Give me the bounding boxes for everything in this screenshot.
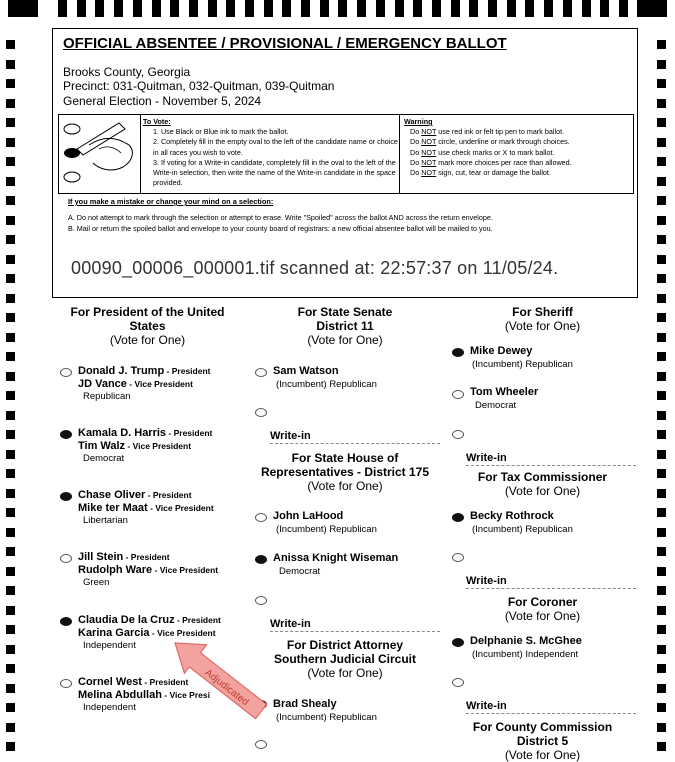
candidate-party: Democrat [83,453,125,464]
timing-mark [469,0,478,17]
oval-president-1[interactable] [60,430,72,439]
timing-mark [657,489,666,498]
timing-mark [413,0,422,17]
timing-mark [657,625,666,634]
oval-mike-dewey[interactable] [452,348,464,357]
candidate-name: Mike Dewey [470,345,533,357]
timing-mark [6,333,15,342]
adjudicated-label: Adjudicated [202,667,251,709]
warning-line: Do NOT mark more choices per race than allowed. [410,157,572,167]
timing-mark [657,469,666,478]
timing-mark [657,157,666,166]
race-sheriff [450,305,635,333]
timing-mark [338,0,347,17]
election: General Election - November 5, 2024 [63,94,262,108]
timing-mark [657,430,666,439]
warning-line: Do NOT use check marks or X to mark ballot. [410,147,555,157]
race-title: For President of the United [70,305,225,319]
timing-mark [507,0,516,17]
timing-mark [657,450,666,459]
timing-mark [657,99,666,108]
timing-mark [6,567,15,576]
vote-for-one: (Vote for One) [307,333,383,347]
president-name: Claudia De la Cruz - President [78,614,221,626]
race-title: For State House of [291,451,399,465]
write-in-line[interactable] [466,713,636,714]
timing-mark [6,684,15,693]
mistake-instruction-a: A. Do not attempt to mark through the selection or attempt to erase. Write "Spoiled" across the ballot AND across the return envelope. [68,213,493,222]
timing-mark [6,450,15,459]
oval-write-in-da[interactable] [255,740,267,749]
timing-mark [6,645,15,654]
vote-for-one: (Vote for One) [504,484,581,498]
race-title: For County Commission [472,720,613,734]
timing-mark [6,625,15,634]
timing-mark [226,0,235,17]
timing-mark [657,547,666,556]
timing-mark [600,0,609,17]
timing-mark [657,606,666,615]
race-title: For Tax Commissioner [477,470,608,484]
timing-mark [6,352,15,361]
warning-line: Do NOT sign, cut, tear or damage the ballot. [410,168,551,178]
president-name: Jill Stein - President [78,551,170,563]
timing-mark [282,0,291,17]
president-name: Cornel West - President [78,676,189,688]
president-name: Donald J. Trump - President [78,365,211,377]
timing-mark [657,255,666,264]
vice-president-name: Mike ter Maat - Vice President [78,502,214,514]
race-state-senate [250,305,440,347]
oval-write-in-sheriff[interactable] [452,430,464,439]
race-district-attorney [250,638,440,680]
timing-mark [657,118,666,127]
adjudicated-arrow [165,635,275,735]
timing-mark [395,0,404,17]
race-county-commission [450,720,635,762]
vice-president-name: JD Vance - Vice President [78,378,193,390]
warning-line: Do NOT use red ink or felt tip pen to mark ballot. [410,127,565,137]
candidate-party: (Incumbent) Republican [472,524,573,535]
write-in-line[interactable] [270,631,440,632]
candidate-party: Libertarian [83,515,128,526]
timing-mark [114,0,123,17]
write-in-line[interactable] [270,443,440,444]
timing-mark [6,274,15,283]
timing-mark [6,255,15,264]
oval-president-2[interactable] [60,492,72,501]
race-tax-commissioner [450,470,635,498]
timing-mark [637,0,667,17]
timing-mark [376,0,385,17]
timing-mark [657,333,666,342]
timing-mark [189,0,198,17]
timing-mark [657,372,666,381]
timing-mark [245,0,254,17]
timing-mark [563,0,572,17]
race-coroner [450,595,635,623]
oval-john-lahood[interactable] [255,513,267,522]
candidate-party: (Incumbent) Republican [276,379,377,390]
oval-tom-wheeler[interactable] [452,390,464,399]
mistake-heading: If you make a mistake or change your mind on a selection: [68,197,274,206]
race-title: District 11 [316,319,374,333]
timing-mark [8,0,38,17]
timing-mark [657,60,666,69]
timing-mark [95,0,104,17]
to-vote-step-3: 3. If voting for a Write-in candidate, completely fill in the oval to the left of the Write-in selection, then write the name of the Write-in candidate in the space provided. [153,157,396,188]
vote-for-one: (Vote for One) [504,609,581,623]
vice-president-name: Tim Walz - Vice President [78,440,192,452]
candidate-party: Independent [83,702,136,713]
race-title: For State Senate [297,305,393,319]
timing-mark [6,60,15,69]
candidate-name: John LaHood [273,510,344,522]
timing-mark [58,0,67,17]
timing-mark [657,411,666,420]
timing-mark [657,567,666,576]
timing-mark [657,313,666,322]
write-in-line[interactable] [466,588,636,589]
timing-mark [6,40,15,49]
timing-mark [6,99,15,108]
timing-mark [657,508,666,517]
timing-mark [619,0,628,17]
race-title: Southern Judicial Circuit [273,652,417,666]
timing-mark [657,40,666,49]
candidate-party: (Incumbent) Republican [276,524,377,535]
write-in-label: Write-in [466,575,507,587]
timing-mark [582,0,591,17]
timing-mark [657,586,666,595]
candidate-name: Becky Rothrock [470,510,554,522]
timing-mark [657,528,666,537]
timing-mark [264,0,273,17]
timing-mark [6,177,15,186]
oval-president-3[interactable] [60,554,72,563]
race-title: For Coroner [507,595,578,609]
timing-mark [657,294,666,303]
warning-box [399,115,633,193]
timing-mark [6,411,15,420]
candidate-party: Green [83,577,110,588]
timing-mark [6,79,15,88]
oval-write-in-senate[interactable] [255,408,267,417]
vote-for-one: (Vote for One) [504,748,581,762]
timing-mark [488,0,497,17]
candidate-party: (Incumbent) Independent [472,649,579,660]
timing-mark [6,703,15,712]
timing-mark [657,196,666,205]
oval-sam-watson[interactable] [255,368,267,377]
race-president [55,305,240,347]
timing-mark [544,0,553,17]
timing-mark [6,586,15,595]
vote-for-one: (Vote for One) [307,666,383,680]
instructions-box [58,114,634,194]
race-title: For Sheriff [512,305,573,319]
timing-mark [6,723,15,732]
president-name: Kamala D. Harris - President [78,427,213,439]
vice-president-name: Melina Abdullah - Vice Presi [78,689,210,701]
oval-becky-rothrock[interactable] [452,513,464,522]
write-in-label: Write-in [466,700,507,712]
vote-for-one: (Vote for One) [307,479,383,493]
mistake-instruction-b: B. Mail or return the spoiled ballot and envelope to your county board of registrars: a new official absentee ballot will be mailed to you. [68,224,493,233]
timing-mark [6,157,15,166]
candidate-name: Sam Watson [273,365,339,377]
timing-mark [6,528,15,537]
race-state-house [250,451,440,493]
timing-mark [6,742,15,751]
oval-president-4[interactable] [60,617,72,626]
candidate-party: Democrat [475,400,517,411]
timing-mark [657,235,666,244]
race-title: For District Attorney [286,638,404,652]
president-name: Chase Oliver - President [78,489,192,501]
timing-mark [6,664,15,673]
timing-mark [357,0,366,17]
oval-write-in-coroner[interactable] [452,678,464,687]
timing-mark [6,508,15,517]
candidate-name: Brad Shealy [273,698,337,710]
timing-mark [657,645,666,654]
oval-president-5[interactable] [60,679,72,688]
timing-mark [6,547,15,556]
scan-stamp: 00090_00006_000001.tif scanned at: 22:57:37 on 11/05/24. [71,258,559,278]
vote-for-one: (Vote for One) [504,319,581,333]
timing-mark [657,352,666,361]
oval-anissa-knight-wiseman[interactable] [255,555,267,564]
timing-mark [657,664,666,673]
timing-mark [6,430,15,439]
timing-mark [6,118,15,127]
candidate-name: Delphanie S. McGhee [470,635,582,647]
timing-mark [6,469,15,478]
to-vote-step-1: 1. Use Black or Blue ink to mark the ballot. [153,127,289,137]
candidate-party: (Incumbent) Republican [472,359,573,370]
timing-mark [657,79,666,88]
to-vote-heading: To Vote: [143,117,171,126]
timing-mark [657,216,666,225]
vote-for-one: (Vote for One) [109,333,186,347]
timing-mark [657,177,666,186]
timing-mark [6,391,15,400]
ballot-title: OFFICIAL ABSENTEE / PROVISIONAL / EMERGENCY BALLOT [63,35,507,52]
precinct: Precinct: 031-Quitman, 032-Quitman, 039-Quitman [63,79,335,93]
timing-mark [6,606,15,615]
candidate-name: Tom Wheeler [470,386,539,398]
write-in-label: Write-in [270,430,311,442]
timing-mark [301,0,310,17]
timing-mark [657,138,666,147]
timing-mark [657,723,666,732]
to-vote-step-2: 2. Completely fill in the empty oval to the left of the candidate name or choice in all races you wish to vote. [153,137,398,157]
to-vote-instructions [143,117,399,188]
oval-write-in-tax[interactable] [452,553,464,562]
candidate-name: Anissa Knight Wiseman [273,552,399,564]
vice-president-name: Karina Garcia - Vice President [78,627,216,639]
timing-mark [320,0,329,17]
timing-mark [657,274,666,283]
race-title: States [129,319,166,333]
write-in-label: Write-in [466,452,507,464]
timing-mark [6,313,15,322]
candidate-party: Republican [83,391,131,402]
timing-mark [6,294,15,303]
county: Brooks County, Georgia [63,65,191,79]
timing-mark [6,216,15,225]
timing-mark [6,138,15,147]
timing-mark [657,391,666,400]
oval-president-0[interactable] [60,368,72,377]
warning-line: Do NOT circle, underline or mark through choices. [410,137,570,147]
timing-mark [6,489,15,498]
timing-mark [6,235,15,244]
timing-mark [152,0,161,17]
timing-mark [657,703,666,712]
candidate-party: (Incumbent) Republican [276,712,377,723]
candidate-party: Democrat [279,566,321,577]
oval-delphanie-mcghee[interactable] [452,638,464,647]
timing-mark [6,372,15,381]
write-in-label: Write-in [270,618,311,630]
hand-marking-oval-icon [59,115,141,193]
timing-mark [208,0,217,17]
write-in-line[interactable] [466,465,636,466]
timing-mark [657,684,666,693]
race-title: District 5 [516,734,569,748]
timing-mark [6,196,15,205]
timing-mark [77,0,86,17]
timing-mark [432,0,441,17]
candidate-party: Independent [83,640,136,651]
vice-president-name: Rudolph Ware - Vice President [78,564,219,576]
timing-mark [133,0,142,17]
race-title: Representatives - District 175 [260,465,430,479]
warning-heading: Warning [404,117,433,126]
timing-mark [525,0,534,17]
timing-mark [451,0,460,17]
oval-write-in-house[interactable] [255,596,267,605]
ballot-header [52,28,638,298]
timing-mark [657,742,666,751]
timing-mark [170,0,179,17]
